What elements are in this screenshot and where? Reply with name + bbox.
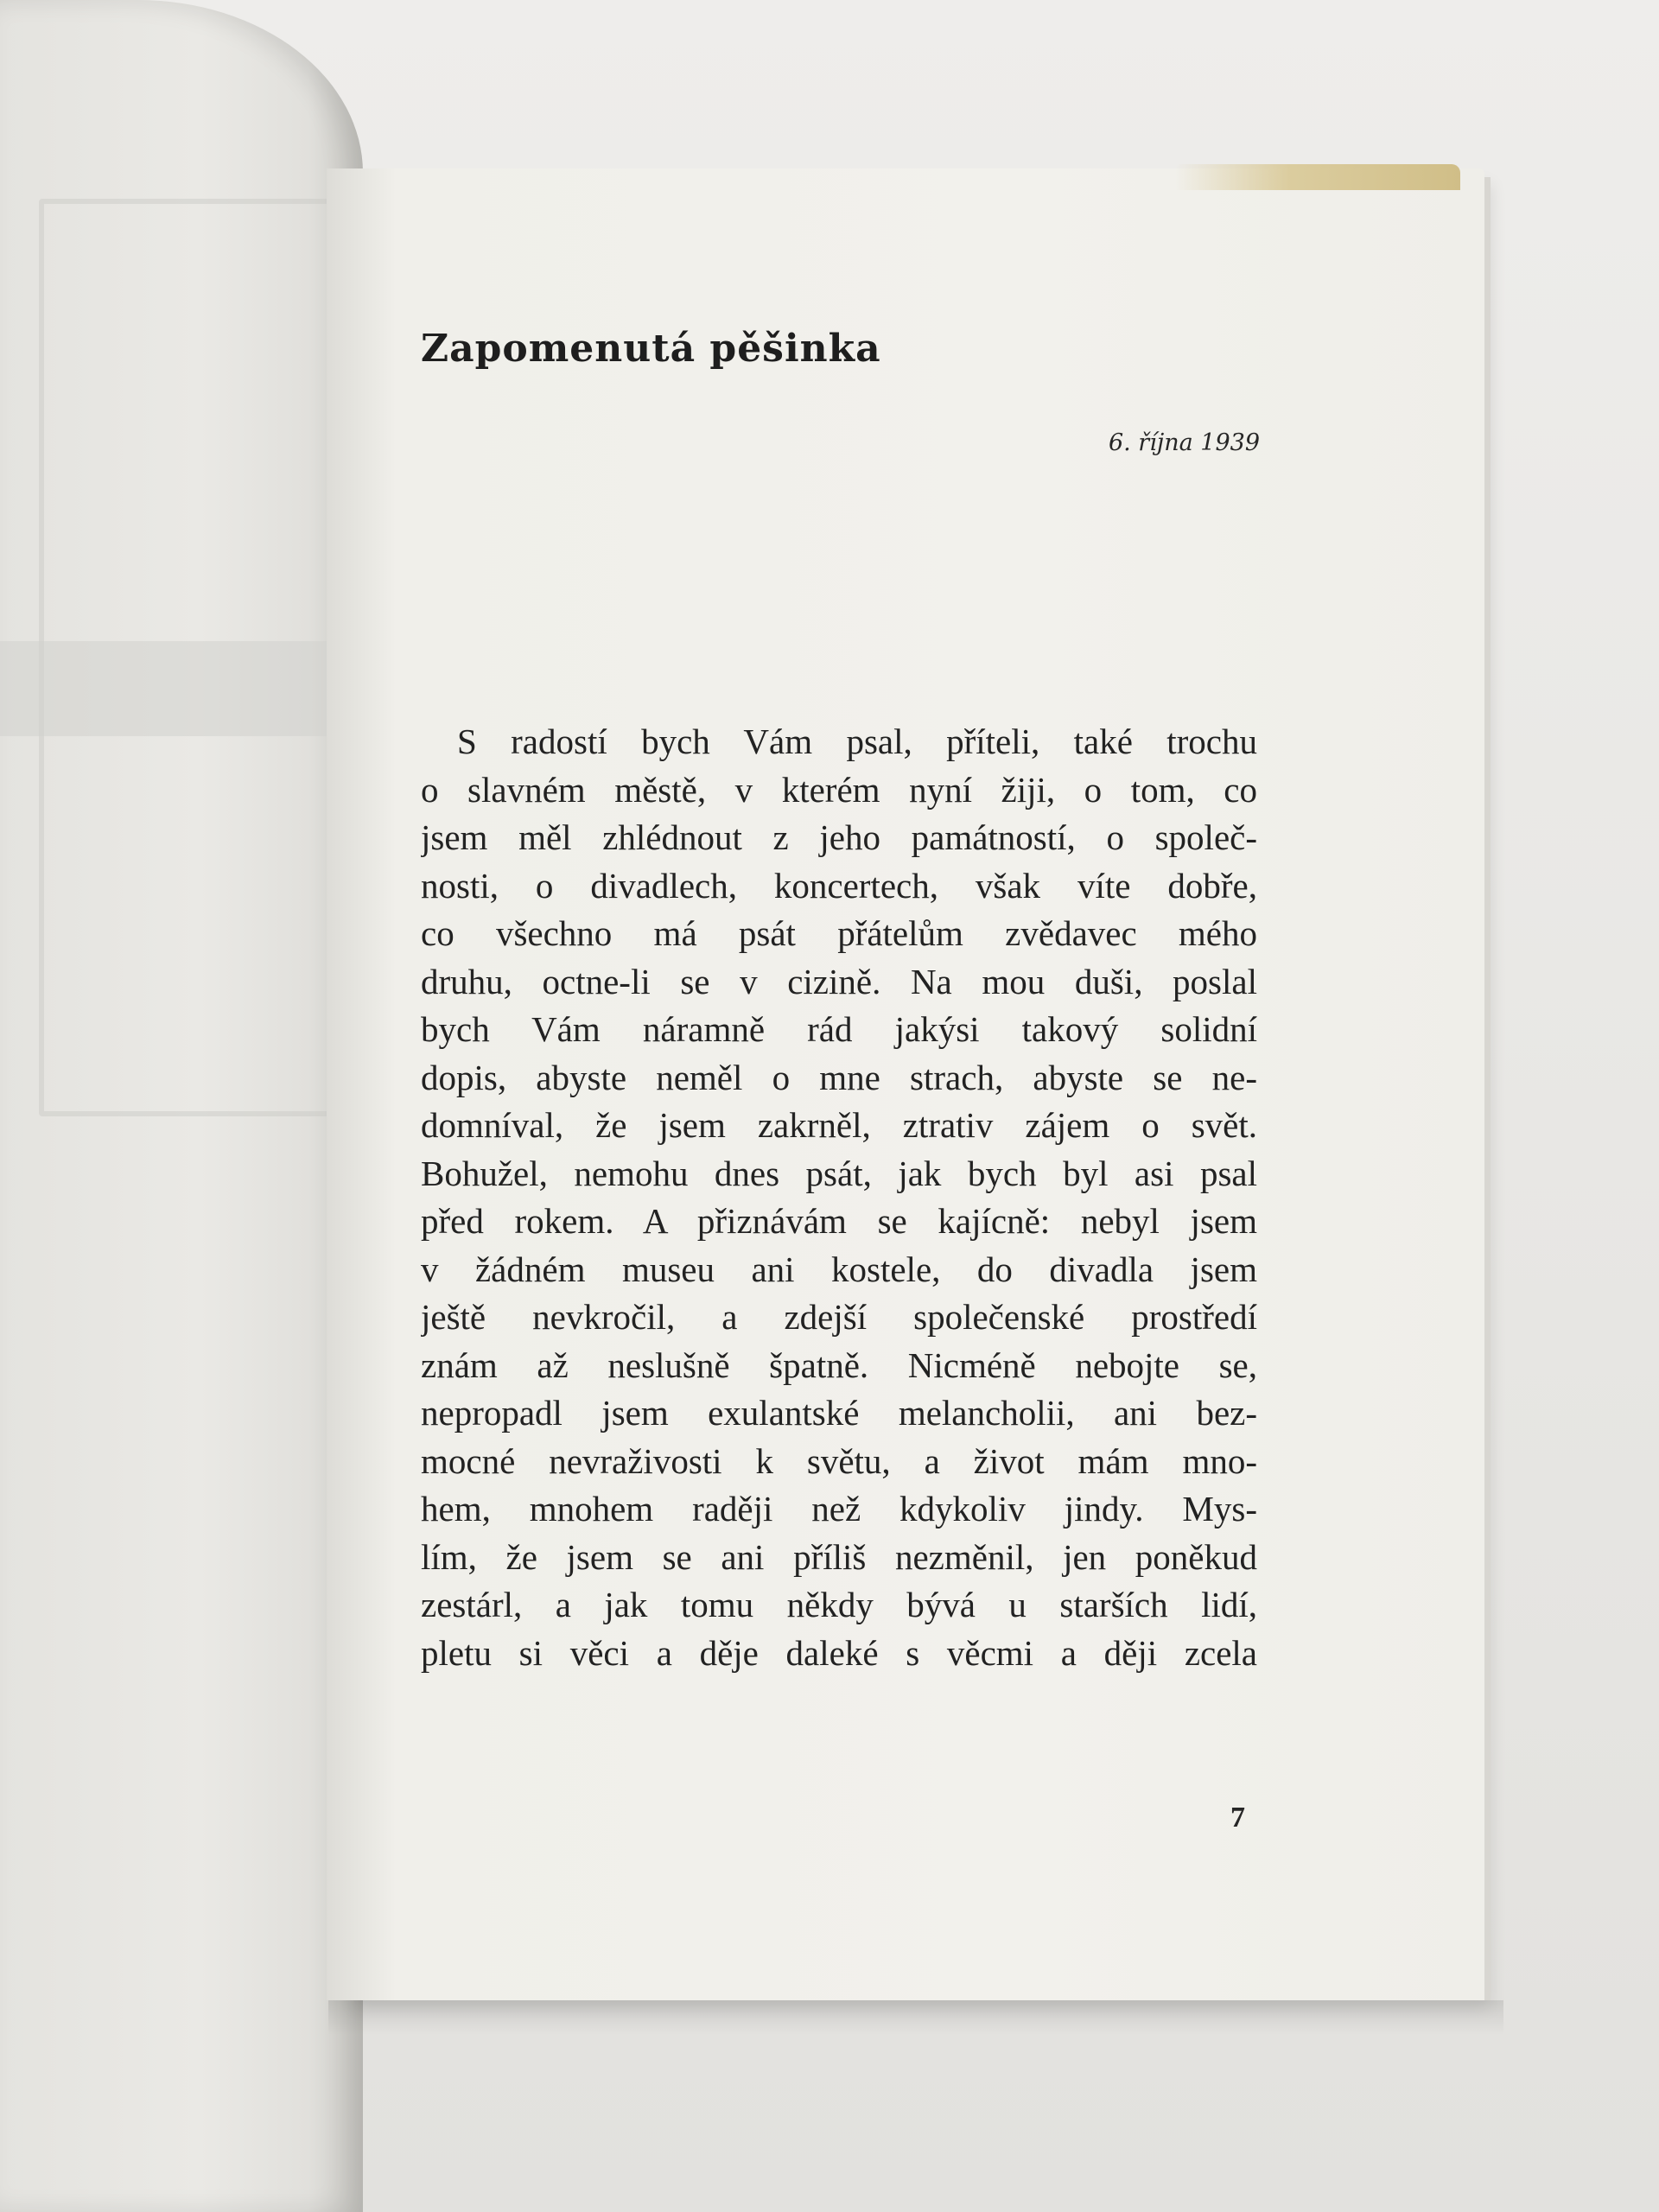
page-number: 7 <box>1230 1802 1245 1834</box>
text-line: dopis, abyste neměl o mne strach, abyste se ne- <box>421 1057 1257 1097</box>
text-line: pletu si věci a děje daleké s věcmi a ději zcela <box>421 1632 1257 1673</box>
text-line: ještě nevkročil, a zdejší společenské prostředí <box>421 1297 1257 1337</box>
text-line: znám až neslušně špatně. Nicméně nebojte se, <box>421 1344 1257 1385</box>
left-page-band <box>0 641 354 736</box>
text-line: Bohužel, nemohu dnes psát, jak bych byl asi psal <box>421 1153 1257 1193</box>
text-line: bych Vám náramně rád jakýsi takový solidní <box>421 1009 1257 1049</box>
text-line: S radostí bych Vám psal, příteli, také trochu <box>457 721 1257 761</box>
text-line: v žádném museu ani kostele, do divadla jsem <box>421 1249 1257 1289</box>
text-line: jsem měl zhlédnout z jeho památností, o společ- <box>421 817 1257 857</box>
text-line: druhu, octne-li se v cizině. Na mou duši, poslal <box>421 961 1257 1001</box>
text-line: domníval, že jsem zakrněl, ztrativ zájem o svět. <box>421 1105 1257 1145</box>
text-line: před rokem. A přiznávám se kajícně: nebyl jsem <box>421 1201 1257 1241</box>
chapter-title: Zapomenutá pěšinka <box>421 327 881 371</box>
text-line: hem, mnohem raději než kdykoliv jindy. Mys- <box>421 1489 1257 1529</box>
page-bottom-shadow <box>328 2000 1503 2035</box>
body-text <box>421 718 1257 1677</box>
text-line: mocné nevraživosti k světu, a život mám mno- <box>421 1440 1257 1481</box>
left-facing-page <box>0 0 363 2212</box>
chapter-date: 6. října 1939 <box>1108 429 1260 456</box>
text-line: zestárl, a jak tomu někdy bývá u starších lidí, <box>421 1585 1257 1624</box>
page-edge-stain <box>1175 164 1460 190</box>
text-line: nepropadl jsem exulantské melancholii, ani bez- <box>421 1393 1257 1433</box>
text-line: co všechno má psát přátelům zvědavec mého <box>421 913 1257 953</box>
text-line: nosti, o divadlech, koncertech, však víte dobře, <box>421 865 1257 906</box>
text-line: lím, že jsem se ani příliš nezměnil, jen poněkud <box>421 1536 1257 1577</box>
text-line: o slavném městě, v kterém nyní žiji, o tom, co <box>421 769 1257 810</box>
